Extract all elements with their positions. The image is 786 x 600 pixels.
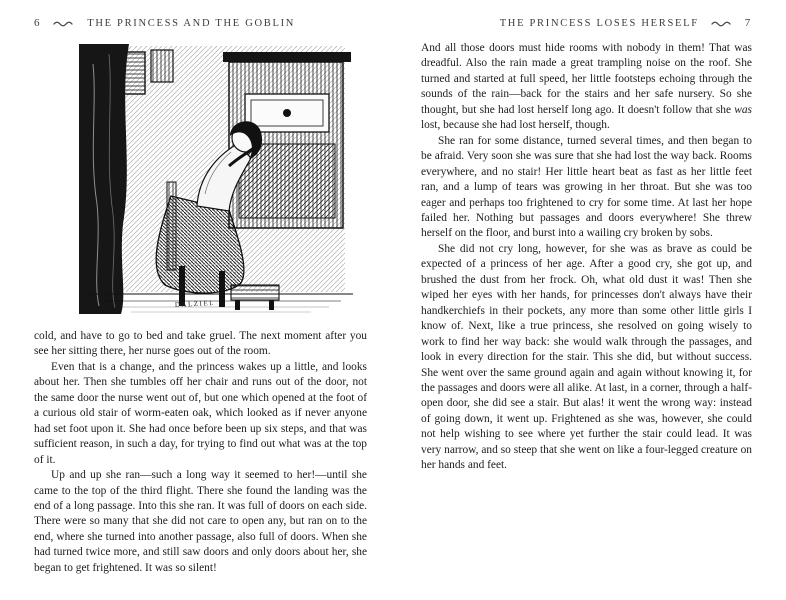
paragraph: And all those doors must hide rooms with nobody in them! That was dreadful. Also the rain made a great trampling noise on the roof. She turned and started at full speed, her little footsteps echoing through the sounds of the rain—back for the stairs and her safe nursery. So she thought, but she had lost herself long ago. It doesn't follow that she was lost, because she had lost herself, though.	[421, 42, 752, 132]
paragraph: She did not cry long, however, for she was as brave as could be expected of a princess of her age. After a good cry, she got up, and brushed the dust from her frock. Oh, what old dust it was! Then she wiped her eyes with her hands, for princesses don't always have their handkerchiefs in their pockets, any more than some other little girls I know of. Next, like a true princess, she resolved on going wisely to work to find her way back: she would walk through the passages, and look in every direction for the stair. This she did, but without success. She went over the same ground again and again without knowing it, for the passages and doors were all alike. At last, in a corner, through a half-open door, she did see a stair. But alas! it went the wrong way: instead of going down, it went up. Frightened as she was, however, she could not help wishing to see where yet further the stair could lead. It was very narrow, and so steep that she went on like a four-legged creature on her hands and feet.	[421, 242, 752, 472]
paragraph: She ran for some distance, turned several times, and then began to be afraid. Very soon she was sure that she had lost the way back. Rooms everywhere, and no stair! Her little heart beat as fast as her little feet ran, and a lump of tears was growing in her throat. But she was too eager and perhaps too frightened to cry for some time. At last her hope failed her. Nothing but passages and doors everywhere! She threw herself on the floor, and burst into a wailing cry broken by sobs.	[421, 134, 752, 240]
engraving-curtain	[79, 44, 129, 314]
right-page	[393, 0, 786, 600]
paragraph: Even that is a change, and the princess wakes up a little, and looks about her. Then she tumbles off her chair and runs out of the door, not the same door the nurse went out of, but one which opened at the foot of a curious old stair of worm-eaten oak, which looked as if never anyone had set foot upon it. She had once before been up six steps, and that was sufficient reason, in such a day, for trying to find out what was at the top of it.	[34, 360, 367, 466]
paragraph: cold, and have to go to bed and take gruel. The next moment after you see her sitting there, her nurse goes out of the room.	[34, 330, 367, 358]
right-page-number: 7	[744, 17, 752, 29]
left-page-number: 6	[34, 17, 42, 29]
right-running-title: THE PRINCESS LOSES HERSELF	[499, 17, 699, 29]
illustration-engraving	[79, 44, 361, 316]
left-text-block	[34, 329, 367, 576]
left-page-header	[34, 17, 367, 29]
engraver-signature: DALZIEL	[174, 298, 216, 309]
right-text-block	[421, 41, 752, 474]
ornament-squiggle-icon	[53, 20, 75, 27]
paragraph: Up and up she ran—such a long way it seemed to her!—until she came to the top of the third flight. There she found the landing was the end of a long passage. Into this she ran. It was full of doors on each side. There were so many that she did not care to open any, but ran on to the end, where she turned into another passage, also full of doors. When she had turned twice more, and still saw doors and only doors about her, she began to get frightened. It was so silent!	[34, 469, 367, 574]
left-running-title: THE PRINCESS AND THE GOBLIN	[87, 17, 296, 29]
ornament-squiggle-icon	[711, 20, 733, 27]
right-page-header	[421, 17, 752, 29]
